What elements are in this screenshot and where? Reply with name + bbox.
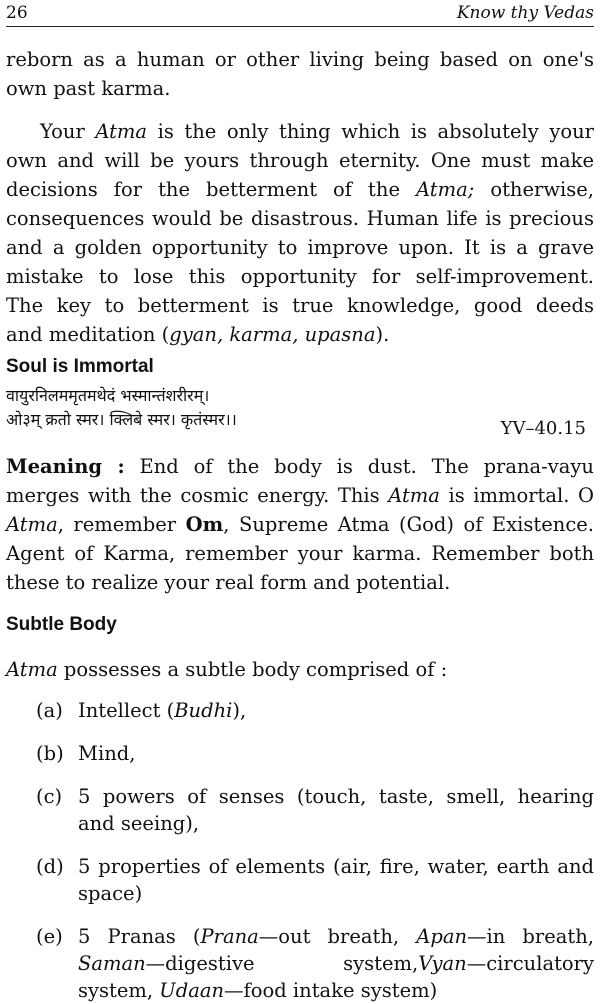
running-title: Know thy Vedas xyxy=(456,3,594,23)
text-line xyxy=(78,923,594,950)
list-item xyxy=(36,740,594,783)
text-line: consequences would be disastrous. Human life is precious xyxy=(6,207,594,230)
term-atma: Atma xyxy=(95,120,148,143)
meaning-paragraph xyxy=(6,452,594,597)
text-line: these to realize your real form and potential. xyxy=(6,571,451,594)
text-line: mistake to lose this opportunity for self-improvement. xyxy=(6,265,594,288)
atma-paragraph xyxy=(6,117,594,349)
section-heading-soul-immortal: Soul is Immortal xyxy=(6,356,154,377)
text-line xyxy=(6,117,594,146)
term-saman: Saman xyxy=(78,952,146,975)
item-label: (c) xyxy=(36,785,63,808)
item-label: (e) xyxy=(36,925,63,948)
term-atma: Atma xyxy=(6,658,58,681)
term-budhi: Budhi xyxy=(174,699,233,722)
text-line: reborn as a human or other living being based on one's xyxy=(6,48,594,71)
term-prana: Prana xyxy=(200,925,259,948)
text-run: , Supreme Atma (God) of Existence. xyxy=(223,513,595,536)
text-run: Mind, xyxy=(78,742,136,765)
term-atma: Atma xyxy=(6,513,58,536)
term-om: Om xyxy=(185,513,224,536)
sanskrit-terms: gyan, karma, upasna xyxy=(169,323,376,346)
text-run: Intellect ( xyxy=(78,699,175,722)
term-udaan: Udaan xyxy=(159,979,225,1002)
text-run: 5 Pranas ( xyxy=(78,925,201,948)
text-line xyxy=(6,510,594,539)
text-run: is the only thing which is absolutely your xyxy=(147,120,595,143)
text-line: The key to betterment is true knowledge, good deeds xyxy=(6,294,594,317)
text-run: system, xyxy=(78,979,160,1002)
text-run: , remember xyxy=(57,513,186,536)
text-run: and meditation ( xyxy=(6,323,170,346)
intro-paragraph xyxy=(6,45,594,103)
text-line: space) xyxy=(78,882,143,905)
text-run: Your xyxy=(40,120,96,143)
text-line: 5 powers of senses (touch, taste, smell, hearing xyxy=(78,785,594,808)
section-heading-subtle-body: Subtle Body xyxy=(6,614,117,635)
text-line: own and will be yours through eternity. One must make xyxy=(6,149,594,172)
list-item xyxy=(36,853,594,923)
text-run: —out breath, xyxy=(258,925,417,948)
subtle-body-intro xyxy=(6,655,594,684)
text-line xyxy=(6,655,594,684)
text-run: possesses a subtle body comprised of : xyxy=(57,658,448,681)
list-item xyxy=(36,923,594,1004)
text-line: Agent of Karma, remember your karma. Remember both xyxy=(6,542,594,565)
text-line xyxy=(6,452,594,481)
verse-line: वायुरनिलममृतमथेदं भस्मान्तंशरीरम्। xyxy=(6,386,210,405)
text-run: —in breath, xyxy=(467,925,594,948)
term-atma: Atma xyxy=(388,484,440,507)
page-header xyxy=(6,2,594,27)
text-run: End of the body is dust. The prana-vayu xyxy=(124,455,594,478)
text-run: otherwise, xyxy=(474,178,595,201)
text-line xyxy=(6,320,594,349)
text-line xyxy=(78,977,594,1004)
text-line: own past karma. xyxy=(6,77,171,100)
text-line xyxy=(6,481,594,510)
text-run: —food intake system) xyxy=(224,979,438,1002)
term-vyan: Vyan xyxy=(418,952,467,975)
text-line: and seeing), xyxy=(78,812,200,835)
item-label: (b) xyxy=(36,742,64,765)
verse-line: ओ३म् क्रतो स्मर। क्लिबे स्मर। कृतंस्मर।। xyxy=(6,410,237,429)
term-atma: Atma; xyxy=(416,178,475,201)
term-apan: Apan xyxy=(416,925,467,948)
text-line: 5 properties of elements (air, fire, water, earth and xyxy=(78,855,594,878)
page-number: 26 xyxy=(6,3,28,23)
text-line: and a golden opportunity to improve upon. It is a grave xyxy=(6,236,594,259)
list-item xyxy=(36,783,594,853)
text-run: merges with the cosmic energy. This xyxy=(6,484,389,507)
text-run: is immortal. O xyxy=(439,484,594,507)
text-run: ), xyxy=(232,699,247,722)
item-label: (d) xyxy=(36,855,64,878)
item-label: (a) xyxy=(36,699,63,722)
text-run: ). xyxy=(375,323,390,346)
list-item xyxy=(36,697,594,740)
subtle-body-list xyxy=(36,697,594,1004)
text-line xyxy=(6,175,594,204)
meaning-label: Meaning : xyxy=(6,455,125,478)
text-run: decisions for the betterment of the xyxy=(6,178,417,201)
verse-reference: YV–40.15 xyxy=(500,418,586,439)
text-run: —circulatory xyxy=(466,952,594,975)
text-run: —digestive system, xyxy=(145,952,419,975)
sanskrit-verse xyxy=(6,384,237,432)
text-line xyxy=(78,950,594,977)
